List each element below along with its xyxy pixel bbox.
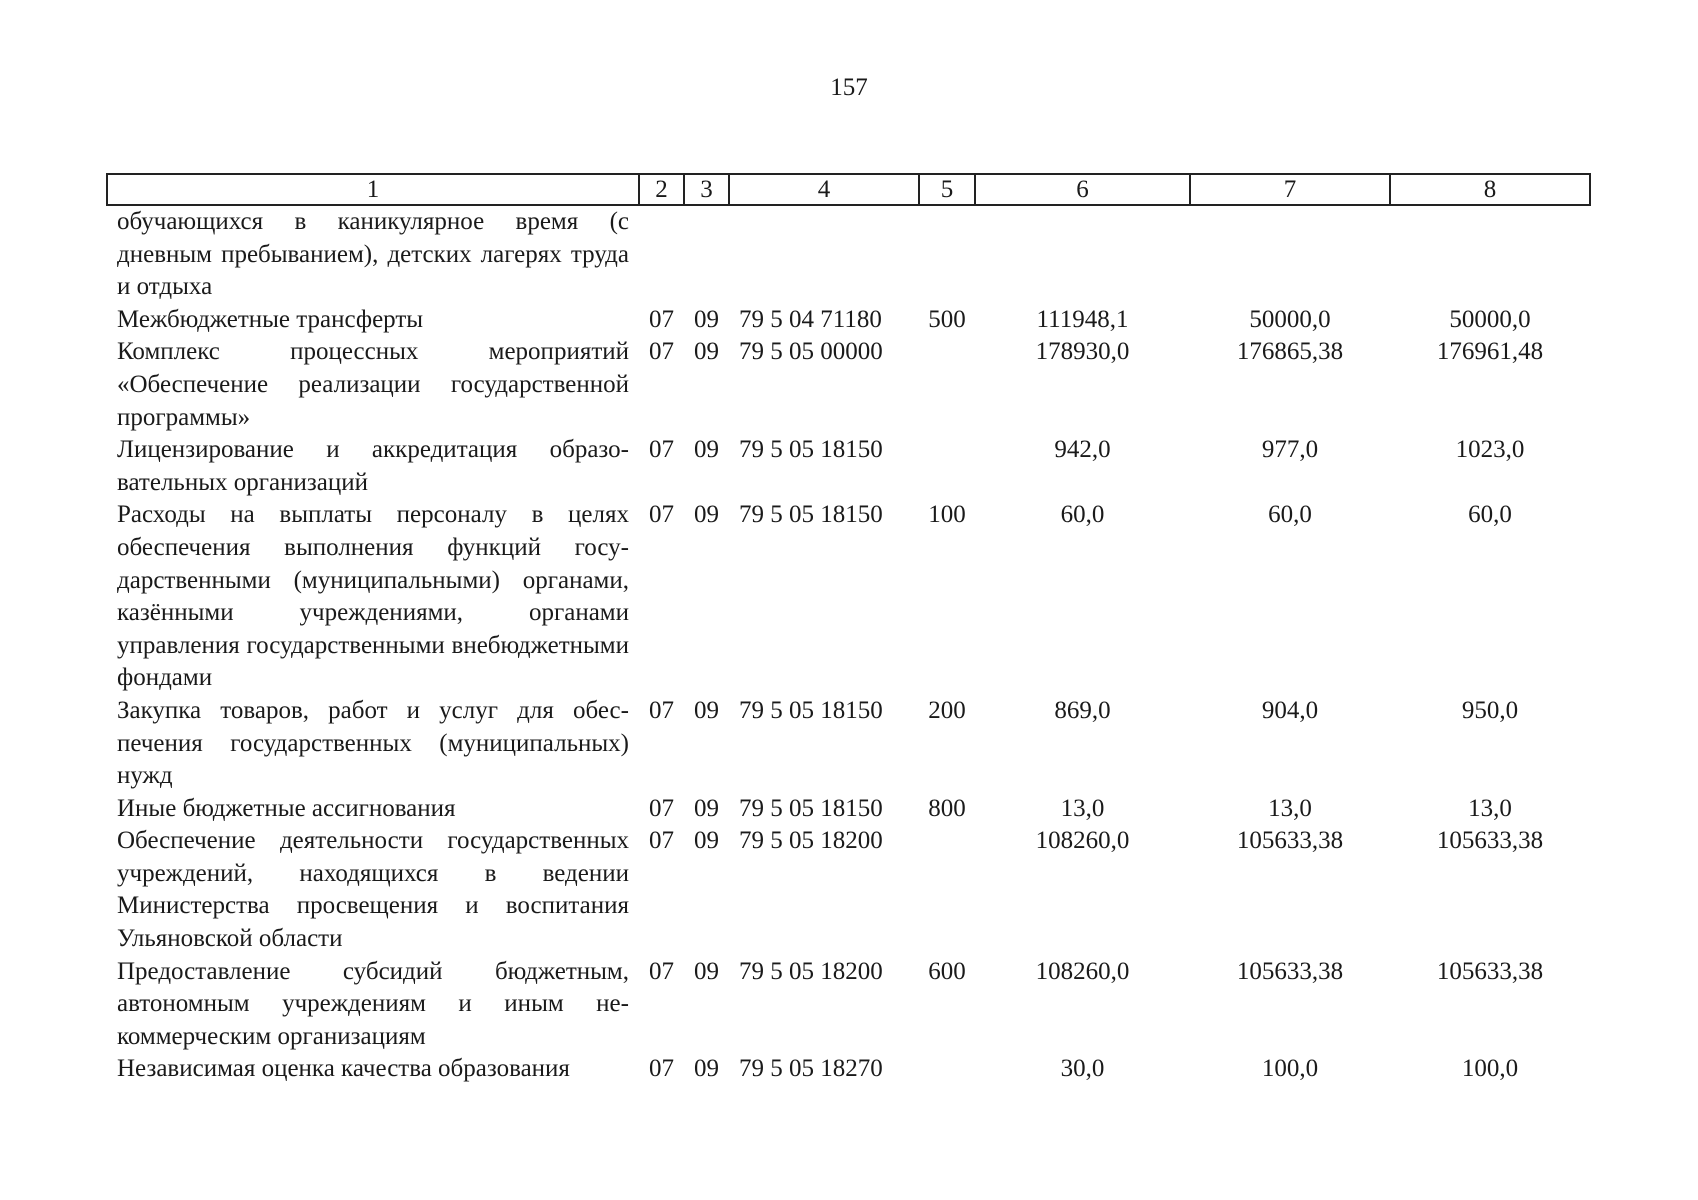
amount-col-6: 111948,1 [1036, 305, 1129, 333]
subsection-code: 09 [694, 338, 719, 366]
header-cell: 1 [107, 174, 639, 205]
expense-type-code [919, 825, 975, 955]
subsection-code: 09 [694, 501, 719, 529]
budget-table [106, 173, 1591, 1086]
amount-col-8: 176961,48 [1436, 338, 1544, 366]
table-row [107, 336, 1590, 434]
amount-col-8: 13,0 [1468, 794, 1512, 822]
amount-col-6 [975, 205, 1190, 304]
target-article-code: 79 5 05 18150 [739, 696, 883, 724]
amount-col-6: 178930,0 [1035, 338, 1130, 366]
table-row [107, 499, 1590, 695]
target-article-code: 79 5 05 00000 [739, 338, 883, 366]
subsection-code: 09 [694, 696, 719, 724]
row-description: Комплекс процессных мероприятий «Обеспечение реализации государственной программы» [117, 338, 629, 431]
amount-col-6: 869,0 [1054, 696, 1111, 724]
amount-col-6: 30,0 [1060, 1055, 1105, 1083]
table-row [107, 1053, 1590, 1086]
header-cell: 8 [1390, 174, 1590, 205]
amount-col-7: 105633,38 [1236, 827, 1344, 855]
amount-col-6: 108260,0 [1035, 957, 1130, 985]
target-article-code: 79 5 05 18270 [739, 1055, 883, 1083]
section-code: 07 [649, 338, 674, 366]
row-description: Межбюджетные трансферты [117, 305, 424, 333]
amount-col-7 [1190, 205, 1390, 304]
table-row [107, 434, 1590, 499]
expense-type-code: 600 [928, 957, 966, 985]
subsection-code: 09 [694, 436, 719, 464]
target-article-code: 79 5 05 18150 [739, 436, 883, 464]
amount-col-6: 13,0 [1060, 794, 1105, 822]
amount-col-8: 100,0 [1461, 1055, 1519, 1083]
subsection-code [684, 205, 729, 304]
section-code: 07 [649, 305, 674, 333]
expense-type-code: 100 [928, 501, 966, 529]
subsection-code: 09 [694, 305, 719, 333]
header-row [107, 174, 1590, 205]
subsection-code: 09 [694, 1055, 719, 1083]
amount-col-7: 105633,38 [1236, 957, 1344, 985]
amount-col-7: 176865,38 [1236, 338, 1344, 366]
header-cell: 6 [975, 174, 1190, 205]
amount-col-7: 13,0 [1268, 794, 1312, 822]
table-row [107, 695, 1590, 793]
expense-type-code [919, 336, 975, 434]
header-cell: 7 [1190, 174, 1390, 205]
expense-type-code [919, 434, 975, 499]
amount-col-8: 60,0 [1468, 501, 1512, 529]
expense-type-code [919, 1053, 975, 1086]
amount-col-8: 950,0 [1461, 696, 1519, 724]
target-article-code: 79 5 05 18150 [739, 501, 883, 529]
amount-col-8 [1390, 205, 1590, 304]
section-code: 07 [649, 696, 674, 724]
amount-col-7: 60,0 [1268, 501, 1312, 529]
section-code: 07 [649, 501, 674, 529]
section-code: 07 [649, 436, 674, 464]
row-description: Обеспечение деятельности государственных учреждений, находящихся в ведении Министерства просвещения и воспитания Ульяновской области [117, 827, 629, 953]
amount-col-7: 100,0 [1261, 1055, 1319, 1083]
section-code: 07 [649, 1055, 674, 1083]
table-row [107, 304, 1590, 337]
page-number: 157 [830, 74, 868, 101]
header-cell: 2 [639, 174, 684, 205]
target-article-code: 79 5 05 18200 [739, 827, 883, 855]
row-description: обучающихся в каникулярное время (с дневным пребыванием), детских лагерях труда и отдыха [117, 208, 629, 301]
target-article-code [729, 205, 919, 304]
row-description: Иные бюджетные ассигнования [117, 794, 456, 822]
amount-col-8: 1023,0 [1455, 436, 1525, 464]
table-row [107, 793, 1590, 826]
amount-col-8: 105633,38 [1436, 957, 1544, 985]
section-code: 07 [649, 794, 674, 822]
header-cell: 4 [729, 174, 919, 205]
row-description: Лицензирование и аккредитация образовательных организаций [117, 436, 629, 496]
target-article-code: 79 5 05 18200 [739, 957, 883, 985]
subsection-code: 09 [694, 827, 719, 855]
header-cell: 5 [919, 174, 975, 205]
table-row [107, 205, 1590, 304]
expense-type-code [919, 205, 975, 304]
amount-col-7: 977,0 [1261, 436, 1319, 464]
section-code: 07 [649, 957, 674, 985]
subsection-code: 09 [694, 957, 719, 985]
row-description: Предоставление субсидий бюджетным, автономным учреждениям и иным некоммерческим организациям [117, 957, 629, 1050]
row-description: Закупка товаров, работ и услуг для обеспечения государственных (муниципальных) нужд [117, 696, 629, 790]
expense-type-code: 200 [928, 696, 966, 724]
amount-col-6: 108260,0 [1035, 827, 1130, 855]
amount-col-8: 105633,38 [1436, 827, 1544, 855]
amount-col-6: 60,0 [1060, 501, 1105, 529]
target-article-code: 79 5 05 18150 [739, 794, 883, 822]
table-row [107, 956, 1590, 1054]
amount-col-8: 50000,0 [1449, 305, 1531, 333]
amount-col-7: 50000,0 [1249, 305, 1331, 333]
amount-col-6: 942,0 [1054, 436, 1111, 464]
target-article-code: 79 5 04 71180 [739, 305, 882, 333]
expense-type-code: 800 [928, 794, 966, 822]
subsection-code: 09 [694, 794, 719, 822]
section-code [639, 205, 684, 304]
table-row [107, 825, 1590, 955]
header-cell: 3 [684, 174, 729, 205]
row-description: Расходы на выплаты персоналу в целях обеспечения выполнения функций государственными (муниципальными) органами, казёнными учреждениями, органами управления государственными внебюджетными фондами [117, 501, 629, 692]
expense-type-code: 500 [928, 305, 966, 333]
row-description: Независимая оценка качества образования [117, 1055, 570, 1083]
section-code: 07 [649, 827, 674, 855]
amount-col-7: 904,0 [1261, 696, 1319, 724]
